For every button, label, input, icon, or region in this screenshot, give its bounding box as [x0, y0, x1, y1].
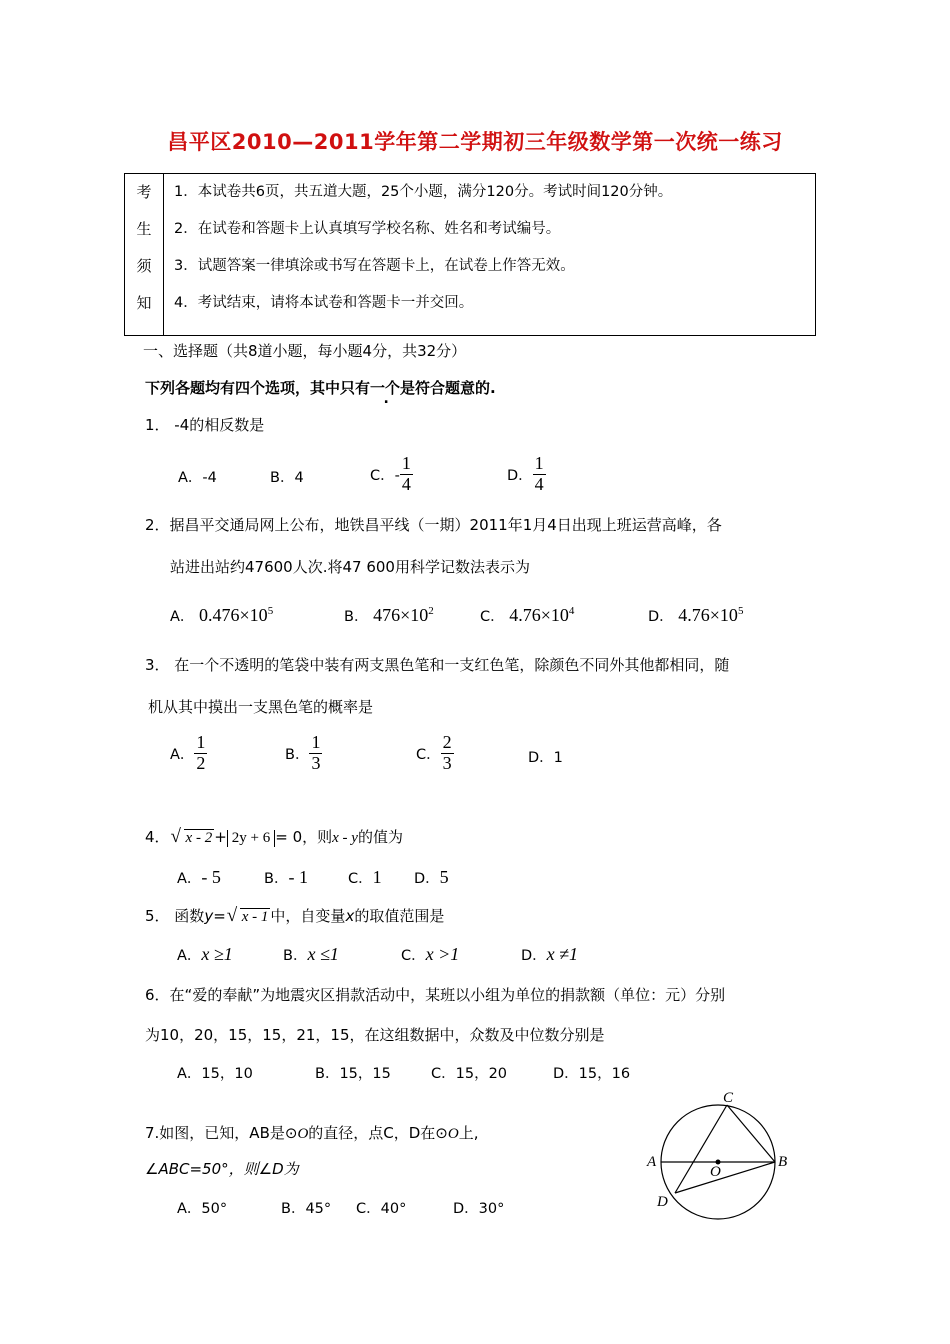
fraction: $\frac{2}{3}$: [442, 732, 452, 773]
q6-stem-line1: 6．在“爱的奉献”为地震灾区捐款活动中，某班以小组为单位的捐款额（单位：元）分别: [145, 986, 726, 1004]
notice-side-char: 知: [136, 294, 152, 312]
q6-option-c: C．15，20: [431, 1066, 508, 1082]
q5-option-c: C．x >1: [401, 944, 460, 964]
q5-option-a: A．x ≥1: [177, 944, 233, 964]
q4-option-c: C．1: [348, 867, 382, 887]
notice-side-label: [125, 174, 164, 336]
q4-option-b: B．- 1: [264, 867, 308, 887]
q1-option-d: D． $\frac{1}{4}$: [507, 453, 544, 494]
page-title: 昌平区2010—2011学年第二学期初三年级数学第一次统一练习: [167, 130, 783, 154]
circle-figure: [640, 1085, 800, 1225]
q6-option-b: B．15，15: [315, 1066, 391, 1082]
label-a: A: [647, 1154, 657, 1170]
label-d: D: [657, 1194, 668, 1210]
q3-option-d: D．1: [528, 750, 563, 766]
q7-option-d: D．30°: [453, 1201, 505, 1217]
q2-option-a: A． $0.476\times 10^5$: [170, 605, 274, 625]
q1-stem: 1． -4的相反数是: [145, 416, 265, 434]
q3-option-a: A． $\frac{1}{2}$: [170, 732, 206, 773]
q2-stem-line1: 2．据昌平交通局网上公布，地铁昌平线（一期）2011年1月4日出现上班运营高峰，各: [145, 516, 722, 534]
q7-option-b: B．45°: [281, 1201, 332, 1217]
q2-option-b: B． $476\times 10^2$: [344, 605, 434, 625]
square-root: √ x - 1: [240, 908, 271, 926]
square-root: √ x - 2: [184, 829, 215, 847]
q7-stem-line1: 7.如图，已知，AB是⊙O的直径，点C，D在⊙O上,: [145, 1124, 479, 1142]
q4-option-d: D．5: [414, 867, 449, 887]
notice-line: 1．本试卷共6页，共五道大题，25个小题，满分120分。考试时间120分钟。: [174, 184, 673, 200]
emphasis-dotted: 一个: [370, 379, 401, 397]
q1-option-a: A．-4: [178, 470, 217, 486]
notice-line: 3．试题答案一律填涂或书写在答题卡上，在试卷上作答无效。: [174, 258, 575, 274]
q2-option-c: C． $4.76\times 10^4$: [480, 605, 575, 625]
q5-stem: 5． 函数y=√ x - 1 中，自变量x的取值范围是: [145, 905, 444, 926]
q1-option-c: C．- $\frac{1}{4}$: [370, 453, 411, 494]
q3-stem-line1: 3． 在一个不透明的笔袋中装有两支黑色笔和一支红色笔，除颜色不同外其他都相同，随: [145, 656, 730, 674]
q1-option-b: B．4: [270, 470, 304, 486]
q6-option-a: A．15，10: [177, 1066, 253, 1082]
q7-stem-line2: ∠ABC=50°，则∠D为: [145, 1160, 299, 1178]
notice-side-char: 生: [136, 220, 152, 238]
section-header: 一、选择题（共8道小题，每小题4分，共32分）: [143, 342, 467, 360]
q6-stem-line2: 为10，20，15，15，21，15，在这组数据中，众数及中位数分别是: [145, 1026, 605, 1044]
q4-stem: 4．√ x - 2 + 2y + 6 = 0，则x - y的值为: [145, 826, 403, 847]
fraction: $\frac{1}{4}$: [534, 453, 544, 494]
label-b: B: [778, 1154, 788, 1170]
q3-option-b: B． $\frac{1}{3}$: [285, 732, 321, 773]
q7-option-a: A．50°: [177, 1201, 228, 1217]
q2-option-d: D． $4.76\times 10^5$: [648, 605, 744, 625]
notice-line: 4．考试结束，请将本试卷和答题卡一并交回。: [174, 295, 474, 311]
q3-stem-line2: 机从其中摸出一支黑色笔的概率是: [148, 698, 374, 716]
q3-option-c: C． $\frac{2}{3}$: [416, 732, 452, 773]
notice-line: 2．在试卷和答题卡上认真填写学校名称、姓名和考试编号。: [174, 221, 561, 237]
q7-option-c: C．40°: [356, 1201, 407, 1217]
notice-side-char: 须: [136, 257, 152, 275]
q6-option-d: D．15，16: [553, 1066, 631, 1082]
q5-option-d: D．x ≠1: [521, 944, 579, 964]
q2-stem-line2: 站进出站约47600人次.将47 600用科学记数法表示为: [170, 558, 530, 576]
notice-content: [164, 174, 816, 336]
fraction: $\frac{1}{4}$: [401, 453, 411, 494]
fraction: $\frac{1}{3}$: [311, 732, 321, 773]
section-instruction: 下列各题均有四个选项，其中只有一个是符合题意的.: [145, 379, 496, 397]
notice-side-char: 考: [136, 183, 152, 201]
fraction: $\frac{1}{2}$: [196, 732, 206, 773]
exam-notice-table: [124, 173, 816, 336]
q4-option-a: A．- 5: [177, 867, 221, 887]
label-c: C: [723, 1090, 734, 1106]
q5-option-b: B．x ≤1: [283, 944, 339, 964]
absolute-value: 2y + 6: [227, 830, 275, 847]
label-o: O: [710, 1164, 721, 1180]
